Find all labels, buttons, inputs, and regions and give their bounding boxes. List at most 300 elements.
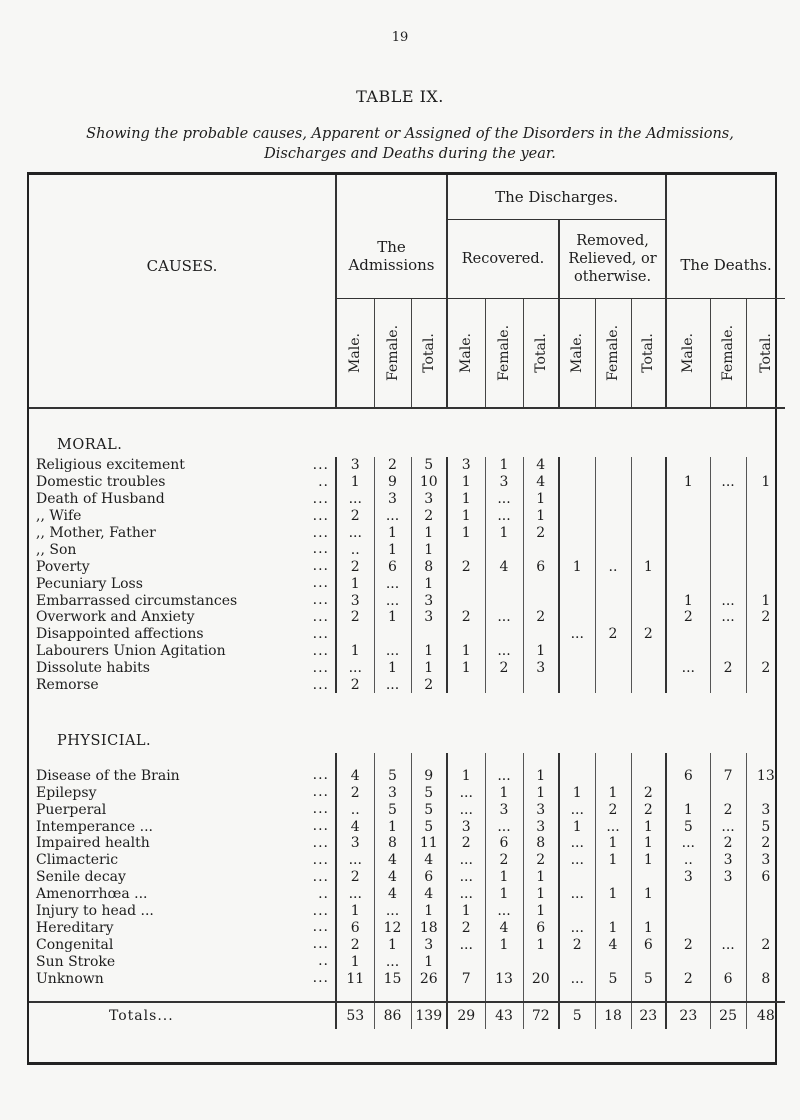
- table-row: [29, 818, 785, 835]
- table-cell: ...: [447, 869, 485, 886]
- table-cell: 86: [374, 1002, 411, 1029]
- table-cell: 1: [485, 457, 523, 474]
- table-cell: ...: [374, 677, 411, 694]
- table-cell: [710, 558, 746, 575]
- table-cell: ...: [374, 643, 411, 660]
- table-cell: 1: [631, 919, 666, 936]
- table-row: [29, 801, 785, 818]
- table-cell: 3: [485, 801, 523, 818]
- table-cell: 2: [631, 784, 666, 801]
- table-cell: [374, 626, 411, 643]
- leader-dots: ..: [318, 473, 329, 490]
- table-cell: [559, 869, 595, 886]
- table-cell: ...: [447, 801, 485, 818]
- table-cell: 1: [666, 801, 710, 818]
- table-row: [29, 609, 785, 626]
- table-cell: 12: [374, 919, 411, 936]
- table-cell: [631, 541, 666, 558]
- table-cell: ...: [374, 903, 411, 920]
- table-cell: 4: [523, 457, 559, 474]
- table-cell: 1: [485, 936, 523, 953]
- table-cell: [447, 626, 485, 643]
- table-cell: ...: [710, 936, 746, 953]
- leader-dots: ...: [312, 767, 329, 784]
- leader-dots: ...: [312, 801, 329, 818]
- table-cell: 72: [523, 1002, 559, 1029]
- table-cell: 5: [374, 767, 411, 784]
- table-cell: 2: [447, 558, 485, 575]
- col-header-total: Total.: [411, 299, 447, 409]
- table-cell: 2: [666, 936, 710, 953]
- table-cell: [595, 767, 631, 784]
- table-cell: [666, 525, 710, 542]
- table-cell: [746, 491, 785, 508]
- table-cell: [746, 886, 785, 903]
- cause-label: Pecuniary Loss ...: [29, 575, 336, 592]
- leader-dots: ...: [312, 457, 329, 473]
- table-cell: 6: [411, 869, 447, 886]
- table-cell: 2: [411, 508, 447, 525]
- table-cell: 5: [631, 970, 666, 987]
- cause-label: Puerperal ...: [29, 801, 336, 818]
- table-cell: 1: [523, 784, 559, 801]
- table-cell: ...: [595, 818, 631, 835]
- table-cell: 11: [411, 835, 447, 852]
- table-cell: 1: [447, 660, 485, 677]
- table-cell: 1: [631, 886, 666, 903]
- cause-label: ,, Wife ...: [29, 508, 336, 525]
- table-cell: 1: [447, 525, 485, 542]
- table-row: [29, 558, 785, 575]
- table-cell: 1: [631, 835, 666, 852]
- table-cell: ...: [559, 852, 595, 869]
- table-cell: [595, 660, 631, 677]
- cause-label: Sun Stroke ..: [29, 953, 336, 970]
- leader-dots: ...: [312, 919, 329, 936]
- table-cell: [746, 457, 785, 474]
- table-cell: 1: [447, 474, 485, 491]
- table-cell: ...: [559, 970, 595, 987]
- table-cell: [710, 457, 746, 474]
- table-cell: 2: [447, 609, 485, 626]
- table-cell: 1: [485, 886, 523, 903]
- table-cell: [631, 508, 666, 525]
- table-cell: [666, 886, 710, 903]
- leader-dots: ..: [318, 885, 329, 902]
- table-cell: [666, 903, 710, 920]
- table-cell: ...: [666, 660, 710, 677]
- table-cell: 5: [374, 801, 411, 818]
- table-cell: [559, 474, 595, 491]
- table-cell: 1: [336, 575, 374, 592]
- table-subtitle: Showing the probable causes, Apparent or Assigned of the Disorders in the Admissions, Discharges and Deaths during the year.: [86, 126, 734, 162]
- table-cell: ...: [559, 801, 595, 818]
- table-cell: 1: [411, 903, 447, 920]
- table-cell: [710, 491, 746, 508]
- table-cell: [559, 525, 595, 542]
- table-cell: 8: [761, 970, 771, 987]
- table-cell: 6: [485, 835, 523, 852]
- table-row: [29, 784, 785, 801]
- table-cell: [595, 643, 631, 660]
- table-cell: 3: [710, 869, 746, 886]
- table-cell: [666, 643, 710, 660]
- table-cell: ...: [374, 953, 411, 970]
- table-cell: 6: [631, 936, 666, 953]
- table-cell: ...: [485, 818, 523, 835]
- table-cell: ...: [447, 852, 485, 869]
- table-cell: 1: [374, 660, 411, 677]
- table-cell: ...: [336, 660, 374, 677]
- table-cell: ...: [374, 592, 411, 609]
- cause-label: Religious excitement ...: [29, 457, 336, 474]
- table-cell: [595, 903, 631, 920]
- table-cell: ...: [485, 508, 523, 525]
- table-cell: 3: [447, 818, 485, 835]
- cause-label: Death of Husband ...: [29, 491, 336, 508]
- table-cell: [710, 525, 746, 542]
- totals-label: Totals...: [29, 1002, 336, 1029]
- cause-label: Embarrassed circumstances ...: [29, 592, 336, 609]
- table-cell: [447, 677, 485, 694]
- table-cell: [746, 784, 785, 801]
- table-cell: [631, 609, 666, 626]
- cause-label: Amenorrhœa ... ..: [29, 886, 336, 903]
- table-cell: 11: [336, 970, 374, 987]
- table-cell: 2: [631, 626, 666, 643]
- table-cell: 139: [411, 1002, 447, 1029]
- cause-label: Disappointed affections ...: [29, 626, 336, 643]
- table-cell: [485, 626, 523, 643]
- table-cell: [559, 491, 595, 508]
- table-cell: 1: [336, 903, 374, 920]
- table-row: [29, 953, 785, 970]
- leader-dots: ...: [312, 490, 329, 507]
- table-cell: 3: [374, 784, 411, 801]
- table-cell: [631, 953, 666, 970]
- totals-section: [29, 987, 785, 1029]
- table-cell: 53: [336, 1002, 374, 1029]
- table-cell: [746, 541, 785, 558]
- table-cell: 1: [523, 491, 559, 508]
- cause-label: Unknown ...: [29, 970, 336, 987]
- table-cell: 3: [336, 457, 374, 474]
- table-cell: [746, 558, 785, 575]
- table-cell: 1: [336, 953, 374, 970]
- table-cell: 2: [595, 626, 631, 643]
- table-row: [29, 852, 785, 869]
- cause-label: Hereditary ...: [29, 919, 336, 936]
- table-cell: [559, 609, 595, 626]
- recovered-header: Recovered.: [447, 220, 559, 299]
- table-cell: [631, 525, 666, 542]
- table-cell: ...: [559, 919, 595, 936]
- table-cell: 43: [485, 1002, 523, 1029]
- table-cell: [595, 525, 631, 542]
- table-cell: 4: [374, 886, 411, 903]
- table-cell: 3: [336, 592, 374, 609]
- table-cell: 4: [336, 818, 374, 835]
- col-header-male: Male.: [447, 299, 485, 409]
- table-cell: 3: [411, 609, 447, 626]
- table-cell: 3: [523, 818, 559, 835]
- table-cell: 1: [374, 818, 411, 835]
- table-cell: 2: [666, 970, 710, 987]
- table-cell: 2: [666, 609, 710, 626]
- table-cell: [710, 541, 746, 558]
- leader-dots: ...: [312, 676, 329, 693]
- col-header-male: Male.: [559, 299, 595, 409]
- table-row: [29, 626, 785, 643]
- table-cell: 2: [631, 801, 666, 818]
- table-row: [29, 869, 785, 886]
- table-cell: 8: [411, 558, 447, 575]
- leader-dots: ...: [312, 936, 329, 953]
- table-cell: 23: [631, 1002, 666, 1029]
- table-row: [29, 457, 785, 474]
- table-cell: [559, 575, 595, 592]
- table-cell: 1: [411, 541, 447, 558]
- table-cell: ...: [374, 575, 411, 592]
- table-cell: 26: [411, 970, 447, 987]
- table-cell: 1: [411, 660, 447, 677]
- table-cell: 2: [523, 525, 559, 542]
- table-cell: 8: [523, 835, 559, 852]
- col-header-male: Male.: [666, 299, 710, 409]
- table-cell: 5: [411, 818, 447, 835]
- table-cell: 3: [523, 660, 559, 677]
- table-cell: 2: [595, 801, 631, 818]
- table-cell: 5: [595, 970, 631, 987]
- table-row: [29, 592, 785, 609]
- leader-dots: ...: [312, 625, 329, 642]
- table-cell: 7: [710, 767, 746, 784]
- table-cell: [666, 626, 710, 643]
- cause-label: ,, Mother, Father ...: [29, 525, 336, 542]
- table-cell: ...: [336, 852, 374, 869]
- table-cell: 1: [485, 784, 523, 801]
- leader-dots: ...: [312, 659, 329, 676]
- table-row: [29, 677, 785, 694]
- table-cell: ...: [710, 592, 746, 609]
- table-cell: 1: [411, 575, 447, 592]
- table-cell: [559, 457, 595, 474]
- table-cell: 2: [336, 677, 374, 694]
- table-cell: ...: [485, 643, 523, 660]
- table-cell: [447, 592, 485, 609]
- table-cell: ...: [336, 525, 374, 542]
- table-cell: 1: [595, 784, 631, 801]
- table-cell: 2: [485, 852, 523, 869]
- table-cell: 18: [411, 919, 447, 936]
- table-cell: [595, 677, 631, 694]
- table-cell: 48: [746, 1002, 785, 1029]
- table-cell: 2: [447, 835, 485, 852]
- table-cell: 6: [336, 919, 374, 936]
- table-cell: [666, 457, 710, 474]
- table-cell: 3: [761, 852, 771, 869]
- table-cell: 1: [447, 903, 485, 920]
- table-cell: [595, 953, 631, 970]
- table-cell: 1: [485, 869, 523, 886]
- table-cell: [485, 575, 523, 592]
- table-cell: [666, 953, 710, 970]
- table-cell: 2: [761, 660, 771, 677]
- table-cell: [559, 643, 595, 660]
- table-cell: [447, 575, 485, 592]
- table-row: [29, 541, 785, 558]
- table-cell: [595, 457, 631, 474]
- table-cell: [710, 784, 746, 801]
- table-cell: [666, 919, 710, 936]
- table-cell: 1: [447, 508, 485, 525]
- table-cell: [666, 541, 710, 558]
- leader-dots: ...: [157, 1008, 174, 1025]
- table-cell: 5: [666, 818, 710, 835]
- col-header-female: Female.: [485, 299, 523, 409]
- table-cell: 4: [411, 852, 447, 869]
- table-cell: 1: [447, 767, 485, 784]
- table-cell: 9: [374, 474, 411, 491]
- physical-rows: [29, 767, 785, 987]
- table-cell: [631, 767, 666, 784]
- moral-rows: [29, 457, 785, 693]
- causes-header: CAUSES.: [29, 175, 336, 299]
- table-cell: [485, 592, 523, 609]
- table-cell: ...: [485, 767, 523, 784]
- table-cell: 2: [523, 852, 559, 869]
- table-cell: ..: [336, 541, 374, 558]
- table-cell: 1: [374, 525, 411, 542]
- leader-dots: ...: [312, 970, 329, 987]
- col-header-total: Total.: [746, 299, 785, 409]
- table-cell: [523, 575, 559, 592]
- table-cell: 1: [374, 541, 411, 558]
- table-cell: ...: [559, 886, 595, 903]
- col-header-female: Female.: [595, 299, 631, 409]
- table-cell: [746, 525, 785, 542]
- table-row: [29, 936, 785, 953]
- table-cell: 1: [631, 852, 666, 869]
- table-cell: 1: [374, 936, 411, 953]
- table-cell: ...: [710, 609, 746, 626]
- table-cell: [485, 541, 523, 558]
- table-cell: ...: [336, 886, 374, 903]
- table-cell: 4: [485, 558, 523, 575]
- table-cell: 1: [447, 643, 485, 660]
- cause-label: Epilepsy ...: [29, 784, 336, 801]
- cause-label: Impaired health ...: [29, 835, 336, 852]
- cause-label: Dissolute habits ...: [29, 660, 336, 677]
- table-cell: 1: [336, 474, 374, 491]
- table-cell: 1: [631, 558, 666, 575]
- table-cell: 18: [595, 1002, 631, 1029]
- table-cell: ...: [485, 491, 523, 508]
- table-cell: 1: [595, 835, 631, 852]
- table-cell: 1: [523, 903, 559, 920]
- table-cell: 3: [523, 801, 559, 818]
- table-cell: 1: [595, 852, 631, 869]
- table-cell: [485, 677, 523, 694]
- table-cell: [710, 886, 746, 903]
- table-cell: [595, 869, 631, 886]
- table-cell: 6: [761, 869, 771, 886]
- table-cell: 13: [485, 970, 523, 987]
- table-cell: [559, 508, 595, 525]
- table-cell: [559, 903, 595, 920]
- table-cell: 2: [336, 936, 374, 953]
- table-cell: ..: [595, 558, 631, 575]
- table-cell: [336, 626, 374, 643]
- table-cell: 6: [523, 558, 559, 575]
- admissions-header: The Admissions: [336, 175, 447, 299]
- table-row: [29, 660, 785, 677]
- table-cell: 2: [761, 609, 771, 626]
- table-cell: 23: [666, 1002, 710, 1029]
- table-cell: ...: [374, 508, 411, 525]
- cause-label: Remorse ...: [29, 677, 336, 694]
- table-title: TABLE IX.: [356, 87, 444, 106]
- table-cell: 2: [447, 919, 485, 936]
- table-cell: 4: [374, 852, 411, 869]
- table-cell: [631, 903, 666, 920]
- physical-section: [29, 693, 785, 767]
- cause-label: Labourers Union Agitation ...: [29, 643, 336, 660]
- table-cell: [746, 575, 785, 592]
- table-cell: 2: [336, 869, 374, 886]
- table-cell: [447, 541, 485, 558]
- table-cell: [559, 541, 595, 558]
- table-cell: 1: [559, 558, 595, 575]
- table-cell: [666, 558, 710, 575]
- table-row: [29, 903, 785, 920]
- table-cell: ...: [447, 784, 485, 801]
- table-cell: 1: [523, 508, 559, 525]
- table-cell: [666, 508, 710, 525]
- section-title-moral: MORAL.: [57, 437, 123, 453]
- table-cell: [411, 626, 447, 643]
- section-title-physical: PHYSICIAL.: [57, 733, 152, 750]
- table-cell: [631, 491, 666, 508]
- table-cell: [631, 457, 666, 474]
- table-cell: [559, 677, 595, 694]
- table-cell: ...: [447, 936, 485, 953]
- table-cell: [559, 592, 595, 609]
- table-cell: 3: [485, 474, 523, 491]
- cause-label: Senile decay ...: [29, 869, 336, 886]
- table-cell: 1: [761, 474, 771, 491]
- table-cell: [710, 643, 746, 660]
- table-cell: 7: [447, 970, 485, 987]
- table-cell: 6: [710, 970, 746, 987]
- table-cell: [710, 575, 746, 592]
- leader-dots: ...: [312, 902, 329, 919]
- causes-table: [29, 175, 785, 1029]
- table-cell: 1: [559, 784, 595, 801]
- leader-dots: ...: [312, 851, 329, 868]
- table-cell: [631, 660, 666, 677]
- table-cell: 3: [447, 457, 485, 474]
- table-cell: 6: [374, 558, 411, 575]
- moral-section: [29, 408, 785, 457]
- table-row: [29, 491, 785, 508]
- table-cell: [631, 869, 666, 886]
- table-cell: ...: [447, 886, 485, 903]
- table-cell: [710, 903, 746, 920]
- table-row: [29, 575, 785, 592]
- table-cell: 5: [411, 801, 447, 818]
- table-cell: [710, 626, 746, 643]
